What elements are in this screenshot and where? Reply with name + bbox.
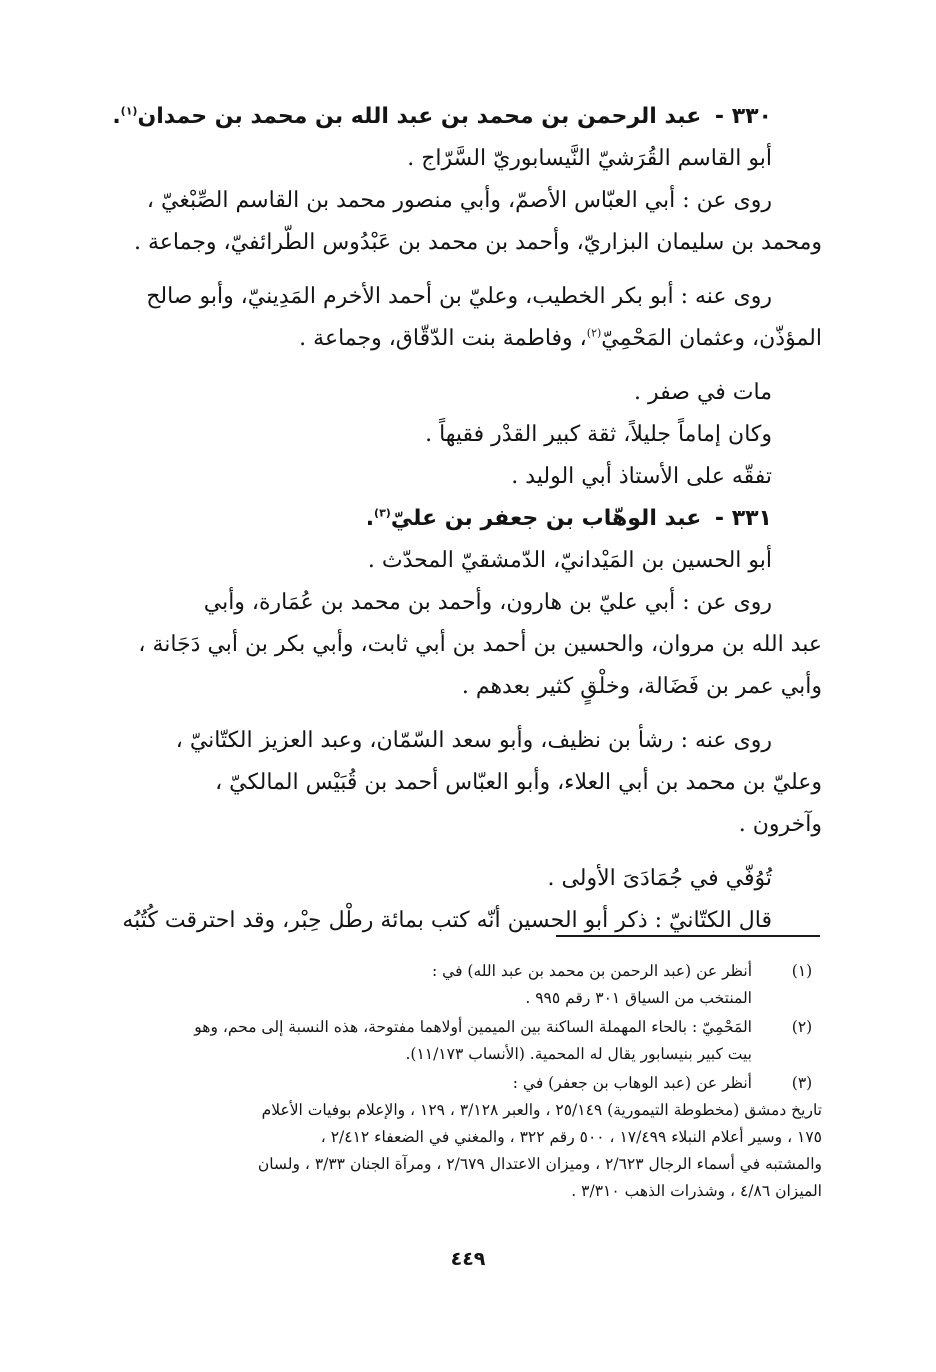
footnotes xyxy=(106,958,822,1207)
narrated-from-line: عبد الله بن مروان، والحسين بن أحمد بن أبي ثابت، وأبي بكر بن أبي دَجَانة ، xyxy=(138,632,822,657)
entry-number: ٣٣٠ - xyxy=(714,104,772,129)
narrated-from-line: روى عن : أبي عليّ بن هارون، وأحمد بن محمد بن عُمَارة، وأبي xyxy=(203,590,772,615)
entry-number: ٣٣١ - xyxy=(714,506,772,531)
footnote-number: (٣) xyxy=(791,1074,813,1092)
footnote-divider xyxy=(556,935,820,937)
footnote xyxy=(106,1014,822,1068)
narrated-from-line: وأبي عمر بن فَضَالة، وخلْقٍ كثير بعدهم . xyxy=(461,674,822,699)
entry-name: عبد الرحمن بن محمد بن عبد الله بن محمد بن حمدان xyxy=(137,104,702,129)
footnote-line: أنظر عن (عبد الوهاب بن جعفر) في : xyxy=(512,1074,752,1092)
entry-kunya: أبو الحسين بن المَيْدانيّ، الدّمشقيّ المحدّث . xyxy=(367,548,772,573)
entry-kunya: أبو القاسم القُرَشيّ النَّيسابوريّ السَّرّاج . xyxy=(407,146,772,171)
biography-note: قال الكتّانيّ : ذكر أبو الحسين أنّه كتب بمائة رطْل حِبْر، وقد احترقت كُتُبُه xyxy=(122,908,772,933)
footnote-line: المنتخب من السياق ٣٠١ رقم ٩٩٥ . xyxy=(525,989,752,1007)
footnote-line: والمشتبه في أسماء الرجال ٢/٦٢٣ ، وميزان الاعتدال ٢/٦٧٩ ، ومرآة الجنان ٣/٣٣ ، ولسان xyxy=(257,1155,822,1173)
footnote-number: (١) xyxy=(791,962,813,980)
entry-heading: ٣٣١ - عبد الوهّاب بن جعفر بن عليّ$^{(٣)}$. xyxy=(365,506,772,531)
footnote-line: المَحْمِيّ : بالحاء المهملة الساكنة بين الميمين أولاهما مفتوحة، هذه النسبة إلى محم، وهو xyxy=(194,1018,752,1036)
biography-note: تفقّه على الأستاذ أبي الوليد . xyxy=(511,464,772,489)
narrated-by-line: وآخرون . xyxy=(738,812,822,837)
biography-note: مات في صفر . xyxy=(634,380,772,405)
narrated-from-line: ومحمد بن سليمان البزاريّ، وأحمد بن محمد بن عَبْدُوس الطّرائفيّ، وجماعة . xyxy=(133,230,822,255)
narrated-by-line: المؤذّن، وعثمان المَحْمِيّ$^{(٢)}$، وفاطمة بنت الدّقّاق، وجماعة . xyxy=(299,326,822,351)
footnote-number: (٢) xyxy=(791,1018,813,1036)
narrated-by-line: روى عنه : أبو بكر الخطيب، وعليّ بن أحمد الأخرم المَدِينيّ، وأبو صالح xyxy=(146,284,772,309)
footnote-line: أنظر عن (عبد الرحمن بن محمد بن عبد الله) في : xyxy=(432,962,752,980)
footnote-line: الميزان ٤/٨٦ ، وشذرات الذهب ٣/٣١٠ . xyxy=(571,1182,822,1200)
narrated-by-line: روى عنه : رشأ بن نظيف، وأبو سعد السّمّان، وعبد العزيز الكتّانيّ ، xyxy=(175,728,772,753)
entry-name: عبد الوهّاب بن جعفر بن عليّ xyxy=(390,506,702,531)
narrated-from-line: روى عن : أبي العبّاس الأصمّ، وأبي منصور محمد بن القاسم الصِّبْغيّ ، xyxy=(146,188,772,213)
biography-note: تُوُفّي في جُمَادَىَ الأولى . xyxy=(547,866,772,891)
footnote xyxy=(106,1070,822,1205)
footnote-ref: (٣) xyxy=(374,506,391,520)
footnote-ref: (١) xyxy=(120,104,138,118)
footnote-line: بيت كبير بنيسابور يقال له المحمية. (الأنساب ١١/١٧٣). xyxy=(405,1045,752,1063)
entry-heading: ٣٣٠ - عبد الرحمن بن محمد بن عبد الله بن محمد بن حمدان$^{(١)}$. xyxy=(112,104,772,129)
narrated-by-line: وعليّ بن محمد بن أبي العلاء، وأبو العبّاس أحمد بن قُبَيْس المالكيّ ، xyxy=(215,770,822,795)
footnote-line: تاريخ دمشق (مخطوطة التيمورية) ٢٥/١٤٩ ، والعبر ٣/١٢٨ ، ١٢٩ ، والإعلام بوفيات الأعلام xyxy=(261,1101,822,1119)
footnote-line: ١٧٥ ، وسير أعلام النبلاء ١٧/٤٩٩ ، ٥٠٠ رقم ٣٢٢ ، والمغني في الضعفاء ٢/٤١٢ ، xyxy=(320,1128,822,1146)
footnote xyxy=(106,958,822,1012)
page-number: ٤٤٩ xyxy=(450,1248,486,1270)
footnote-ref: (٢) xyxy=(586,326,602,340)
biography-note: وكان إماماً جليلاً، ثقة كبير القدْر فقيهاً . xyxy=(425,422,772,447)
main-text xyxy=(106,96,822,942)
